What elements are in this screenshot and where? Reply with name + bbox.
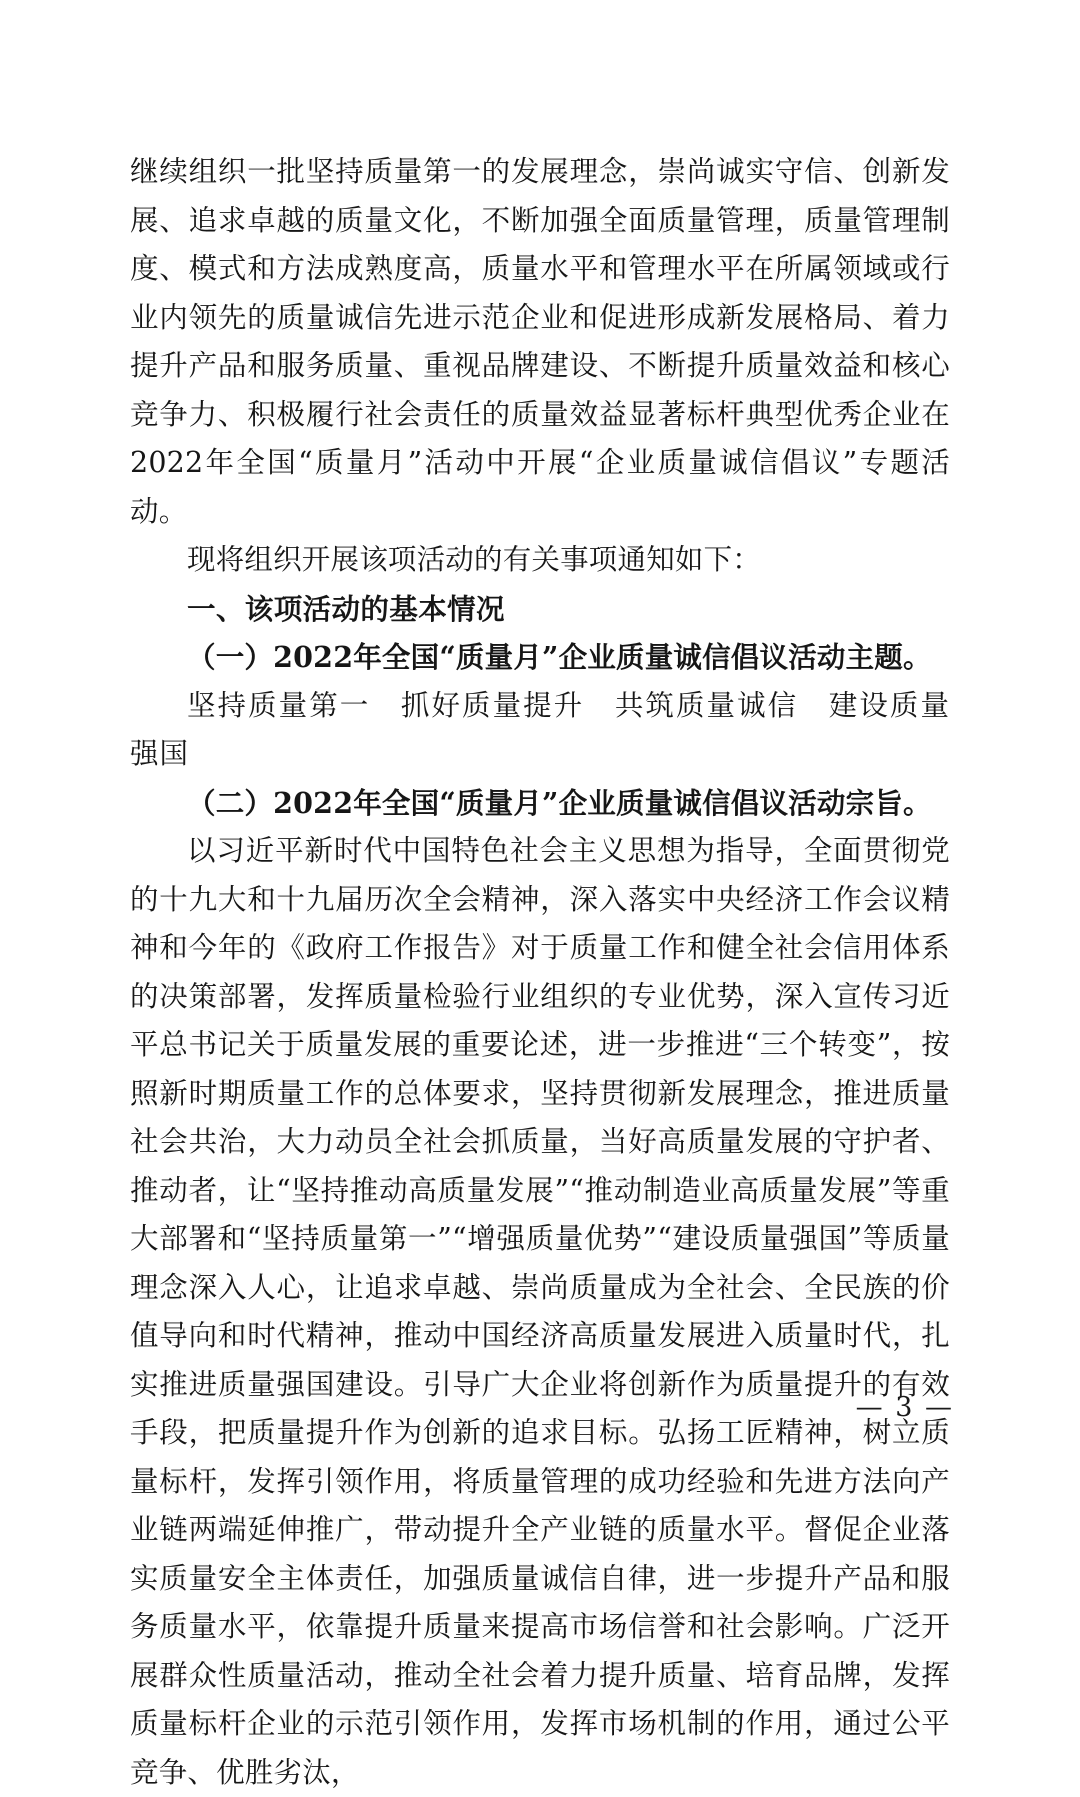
document-body	[130, 148, 950, 1797]
heading-section-one: 一、该项活动的基本情况	[187, 591, 505, 626]
paragraph-notice-intro: 现将组织开展该项活动的有关事项通知如下：	[187, 543, 762, 576]
subheading-activity-theme: （一）2022年全国“质量月”企业质量诚信倡议活动主题。	[187, 640, 932, 674]
subheading-activity-purpose: （二）2022年全国“质量月”企业质量诚信倡议活动宗旨。	[187, 785, 932, 820]
page-number-footer: — 3 —	[855, 1392, 954, 1423]
paragraph-continuation: 继续组织一批坚持质量第一的发展理念，崇尚诚实守信、创新发展、追求卓越的质量文化，不断加强全面质量管理，质量管理制度、模式和方法成熟度高，质量水平和管理水平在所属领域或行业内领先的质量诚信先进示范企业和促进形成新发展格局、着力提升产品和服务质量、重视品牌建设、不断提升质量效益和核心竞争力、积极履行社会责任的质量效益显著标杆典型优秀企业在2022年全国“质量月”活动中开展“企业质量诚信倡议”专题活动。	[130, 155, 950, 528]
paragraph-theme-slogan: 坚持质量第一 抓好质量提升 共筑质量诚信 建设质量强国	[130, 688, 950, 770]
paragraph-purpose-body: 以习近平新时代中国特色社会主义思想为指导，全面贯彻党的十九大和十九届历次全会精神，深入落实中央经济工作会议精神和今年的《政府工作报告》对于质量工作和健全社会信用体系的决策部署，发挥质量检验行业组织的专业优势，深入宣传习近平总书记关于质量发展的重要论述，进一步推进“三个转变”，按照新时期质量工作的总体要求，坚持贯彻新发展理念，推进质量社会共治，大力动员全社会抓质量，当好高质量发展的守护者、推动者，让“坚持推动高质量发展”“推动制造业高质量发展”等重大部署和“坚持质量第一”“增强质量优势”“建设质量强国”等质量理念深入人心，让追求卓越、崇尚质量成为全社会、全民族的价值导向和时代精神，推动中国经济高质量发展进入质量时代，扎实推进质量强国建设。引导广大企业将创新作为质量提升的有效手段，把质量提升作为创新的追求目标。弘扬工匠精神，树立质量标杆，发挥引领作用，将质量管理的成功经验和先进方法向产业链两端延伸推广，带动提升全产业链的质量水平。督促企业落实质量安全主体责任，加强质量诚信自律，进一步提升产品和服务质量水平，依靠提升质量来提高市场信誉和社会影响。广泛开展群众性质量活动，推动全社会着力提升质量、培育品牌，发挥质量标杆企业的示范引领作用，发挥市场机制的作用，通过公平竞争、优胜劣汰，	[130, 834, 950, 1789]
